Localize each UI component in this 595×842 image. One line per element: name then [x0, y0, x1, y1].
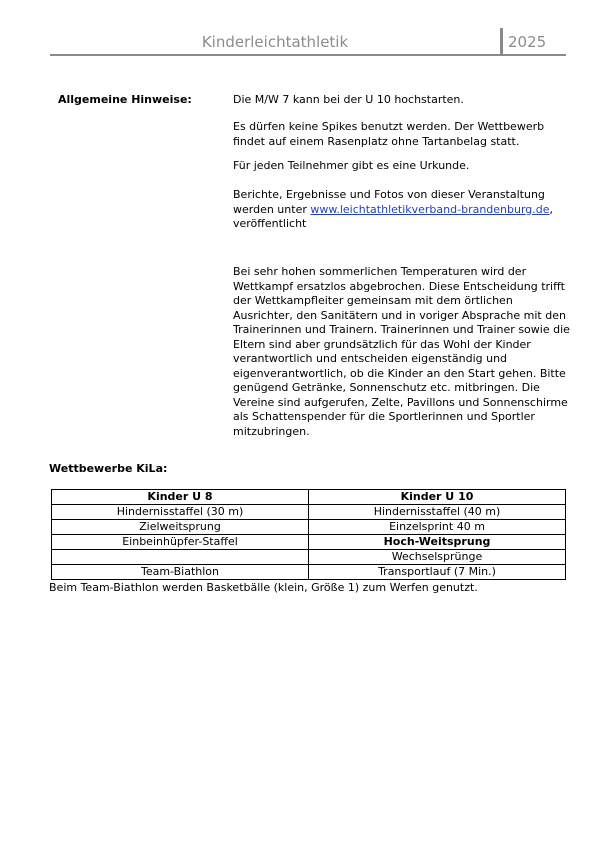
- table-row: [52, 550, 566, 565]
- hint-paragraph-age: Die M/W 7 kann bei der U 10 hochstarten.: [233, 93, 464, 106]
- competitions-title: Wettbewerbe KiLa:: [49, 462, 168, 475]
- column-header-u8: Kinder U 8: [52, 490, 309, 505]
- table-cell-u8: [52, 550, 309, 565]
- table-cell-u8: Hindernisstaffel (30 m): [52, 505, 309, 520]
- biathlon-note: Beim Team-Biathlon werden Basketbälle (klein, Größe 1) zum Werfen genutzt.: [49, 581, 478, 594]
- table-header-row: [52, 490, 566, 505]
- hint-paragraph-reports: [233, 188, 569, 232]
- table-cell-u10: Hindernisstaffel (40 m): [309, 505, 566, 520]
- table-row: [52, 535, 566, 550]
- table-cell-u8: Team-Biathlon: [52, 565, 309, 580]
- table-cell-u10: Wechselsprünge: [309, 550, 566, 565]
- table-cell-u10: Einzelsprint 40 m: [309, 520, 566, 535]
- association-website-link[interactable]: www.leichtathletikverband-brandenburg.de: [310, 202, 550, 216]
- table-row: [52, 505, 566, 520]
- hint-paragraph-certificate: Für jeden Teilnehmer gibt es eine Urkunde.: [233, 159, 470, 172]
- table-cell-u8: Einbeinhüpfer-Staffel: [52, 535, 309, 550]
- page-header-year: 2025: [508, 33, 547, 51]
- general-hints-label: Allgemeine Hinweise:: [58, 93, 192, 106]
- competitions-table: [51, 489, 566, 580]
- column-header-u10: Kinder U 10: [309, 490, 566, 505]
- table-cell-u8: Zielweitsprung: [52, 520, 309, 535]
- reports-text-after: , veröffentlicht: [233, 202, 554, 230]
- table-cell-u10: Hoch-Weitsprung: [309, 535, 566, 550]
- reports-text-before: Berichte, Ergebnisse und Fotos von dieser Veranstaltung werden unter: [233, 188, 545, 216]
- table-row: [52, 520, 566, 535]
- hint-paragraph-heat: Bei sehr hohen sommerlichen Temperaturen wird der Wettkampf ersatzlos abgebrochen. Diese Entscheidung trifft der Wettkampfleiter gemeinsam mit dem örtlichen Ausrichter, den Sanitätern und in voriger Absprache mit den Trainerinnen und Trainern. Trainerinnen und Trainer sowie die Eltern sind aber grundsätzlich für das Wohl der Kinder verantwortlich und entscheiden eigenständig und eigenverantwortlich, ob die Kinder an den Start gehen. Bitte genügend Getränke, Sonnenschutz etc. mitbringen. Die Vereine sind aufgerufen, Zelte, Pavillons und Sonnenschirme als Schattenspender für die Sportlerinnen und Sportler mitzubringen.: [233, 265, 570, 438]
- table-row: [52, 565, 566, 580]
- table-cell-u10: Transportlauf (7 Min.): [309, 565, 566, 580]
- page-header-title: Kinderleichtathletik: [201, 33, 349, 51]
- header-divider-horizontal: [50, 54, 566, 56]
- hint-paragraph-spikes: Es dürfen keine Spikes benutzt werden. Der Wettbewerb findet auf einem Rasenplatz ohne Tartanbelag statt.: [233, 120, 545, 148]
- header-divider-vertical: [500, 28, 503, 56]
